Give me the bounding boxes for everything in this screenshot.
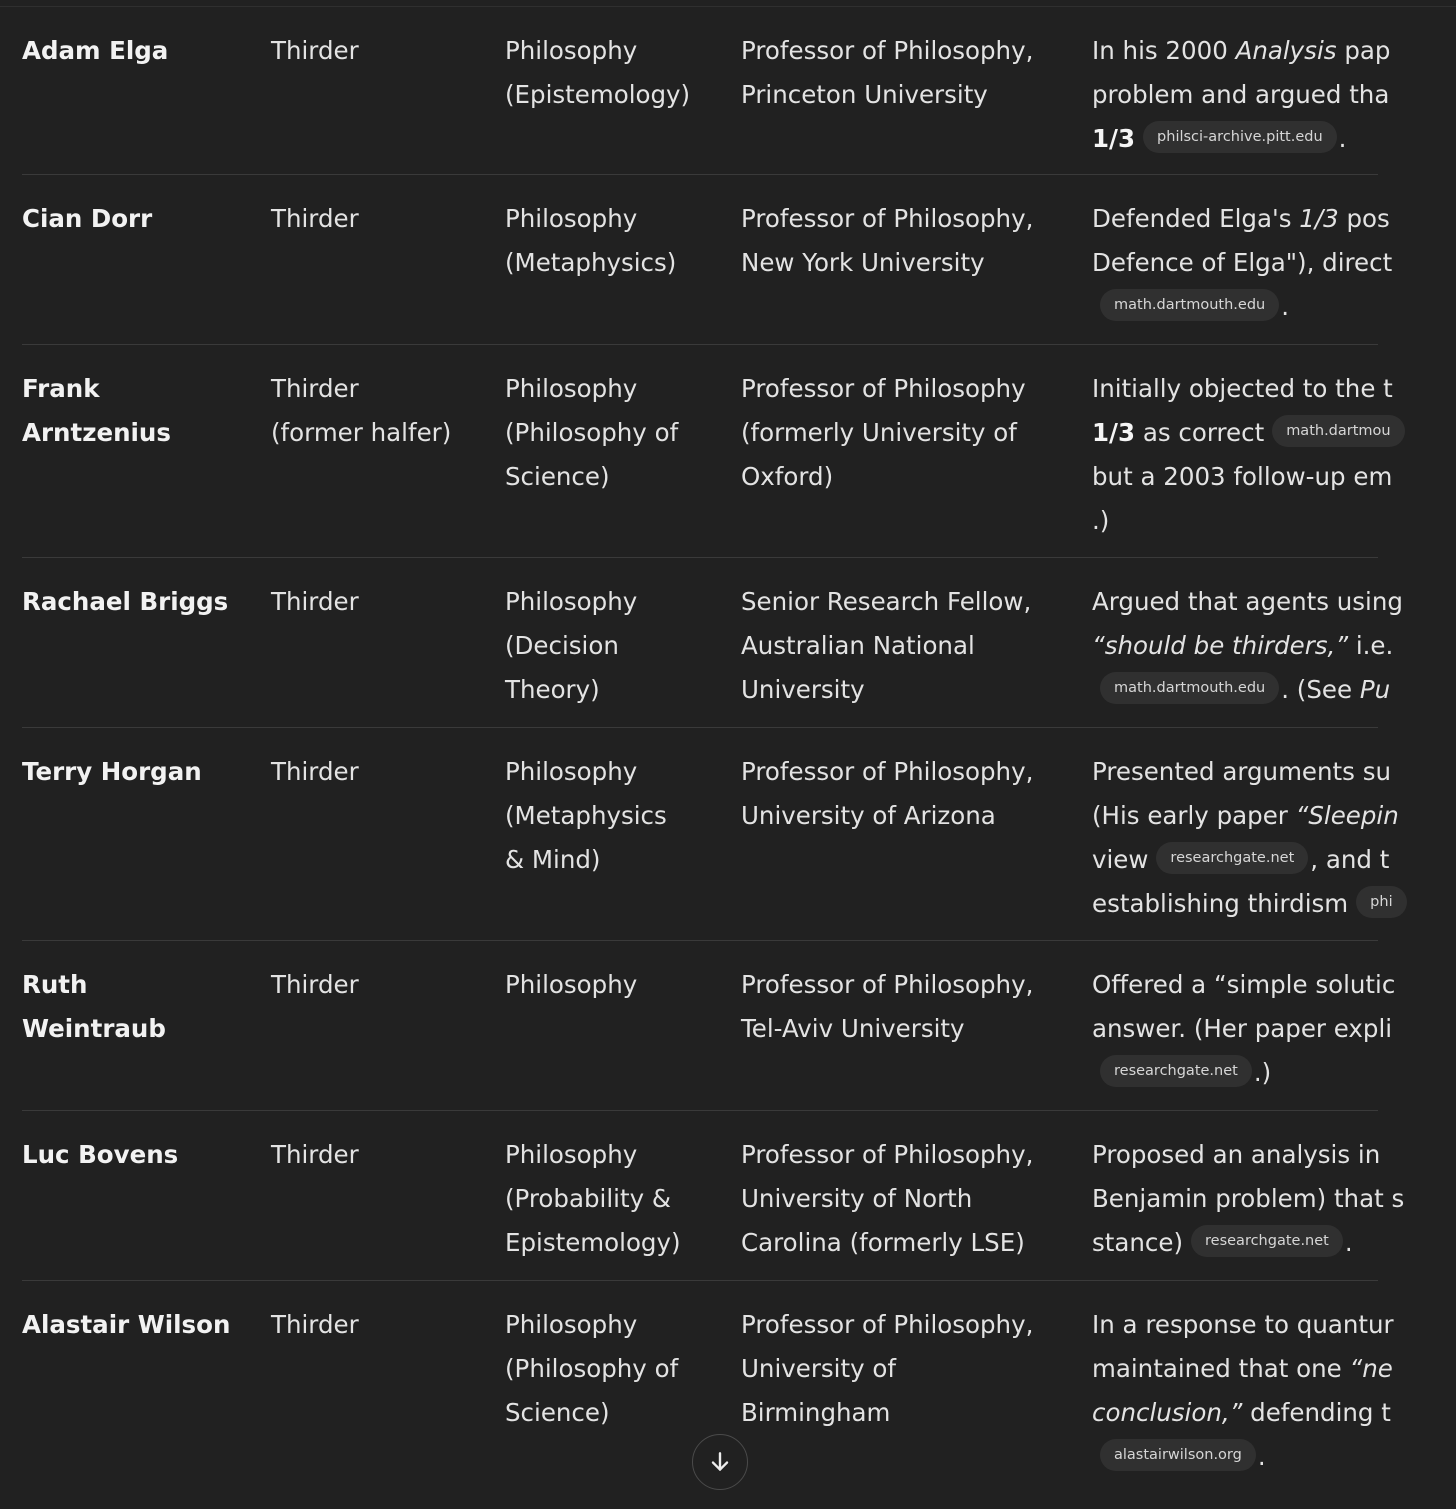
source-chip[interactable]: math.dartmouth.edu (1100, 289, 1279, 321)
arrow-down-icon (707, 1449, 733, 1475)
name-cell: Terry Horgan (22, 757, 202, 786)
field-cell: Philosophy (Metaphysics) (505, 204, 677, 277)
researchers-table (22, 7, 1405, 1509)
table-row (22, 728, 1399, 941)
table-row (22, 1111, 1405, 1281)
stance-cell: Thirder (271, 1310, 359, 1339)
source-chip[interactable]: math.dartmou (1272, 415, 1404, 447)
notes-cell: Proposed an analysis in Benjamin problem) that s stance) researchgate.net . (1092, 1140, 1405, 1257)
notes-cell: In his 2000 Analysis pap problem and argued tha 1/3 philsci-archive.pitt.edu . (1092, 36, 1391, 153)
field-cell: Philosophy (Decision Theory) (505, 587, 638, 704)
source-chip[interactable]: researchgate.net (1100, 1055, 1252, 1087)
field-cell: Philosophy (Metaphysics & Mind) (505, 757, 667, 874)
name-cell: Ruth Weintraub (22, 970, 166, 1043)
position-cell: Professor of Philosophy, Tel-Aviv University (741, 970, 1034, 1043)
position-cell: Professor of Philosophy (formerly University of Oxford) (741, 374, 1026, 491)
source-chip[interactable]: researchgate.net (1191, 1225, 1343, 1257)
stance-cell: Thirder (271, 204, 359, 233)
table-row (22, 941, 1396, 1111)
position-cell: Professor of Philosophy, University of Arizona (741, 757, 1034, 830)
notes-cell: Offered a “simple solutic answer. (Her paper expli researchgate.net .) (1092, 970, 1396, 1087)
stance-cell: Thirder (271, 587, 359, 616)
scroll-to-bottom-button[interactable] (692, 1434, 748, 1490)
position-cell: Professor of Philosophy, New York University (741, 204, 1034, 277)
source-chip[interactable]: philsci-archive.pitt.edu (1143, 121, 1337, 153)
source-chip[interactable]: math.dartmouth.edu (1100, 672, 1279, 704)
position-cell: Professor of Philosophy, University of Birmingham (741, 1310, 1034, 1427)
position-cell: Professor of Philosophy, University of North Carolina (formerly LSE) (741, 1140, 1034, 1257)
stance-cell: Thirder (271, 970, 359, 999)
field-cell: Philosophy (Philosophy of Science) (505, 1310, 679, 1427)
source-chip[interactable]: researchgate.net (1156, 842, 1308, 874)
field-cell: Philosophy (Philosophy of Science) (505, 374, 679, 491)
name-cell: Rachael Briggs (22, 587, 229, 616)
field-cell: Philosophy (Epistemology) (505, 36, 691, 109)
table-row (22, 345, 1393, 558)
position-cell: Senior Research Fellow, Australian National University (741, 587, 1032, 704)
position-cell: Professor of Philosophy, Princeton University (741, 36, 1034, 109)
table-row (22, 558, 1403, 728)
stance-cell: Thirder (271, 1140, 359, 1169)
table-row (22, 175, 1393, 345)
name-cell: Frank Arntzenius (22, 374, 171, 447)
name-cell: Cian Dorr (22, 204, 153, 233)
notes-cell: Argued that agents using “should be thirders,” i.e. math.dartmouth.edu . (See Pu (1092, 587, 1403, 704)
stance-cell: Thirder (271, 36, 359, 65)
field-cell: Philosophy (Probability & Epistemology) (505, 1140, 681, 1257)
name-cell: Alastair Wilson (22, 1310, 231, 1339)
stance-cell: Thirder (former halfer) (271, 374, 452, 447)
name-cell: Luc Bovens (22, 1140, 179, 1169)
notes-cell: In a response to quantur maintained that one “ne conclusion,” defending t alastairwilson.org . (1092, 1310, 1394, 1471)
stance-cell: Thirder (271, 757, 359, 786)
notes-cell: Defended Elga's 1/3 pos Defence of Elga"), direct math.dartmouth.edu . (1092, 204, 1393, 321)
notes-cell: Presented arguments su (His early paper “Sleepin view researchgate.net , and t establishing thirdism phi (1092, 750, 1392, 926)
field-cell: Philosophy (505, 970, 638, 999)
name-cell: Adam Elga (22, 36, 169, 65)
notes-cell: Initially objected to the t 1/3 as correct math.dartmou but a 2003 follow-up em .) (1092, 367, 1392, 543)
table-row (22, 7, 1391, 175)
source-chip[interactable]: phi (1356, 886, 1406, 918)
source-chip[interactable]: alastairwilson.org (1100, 1439, 1256, 1471)
